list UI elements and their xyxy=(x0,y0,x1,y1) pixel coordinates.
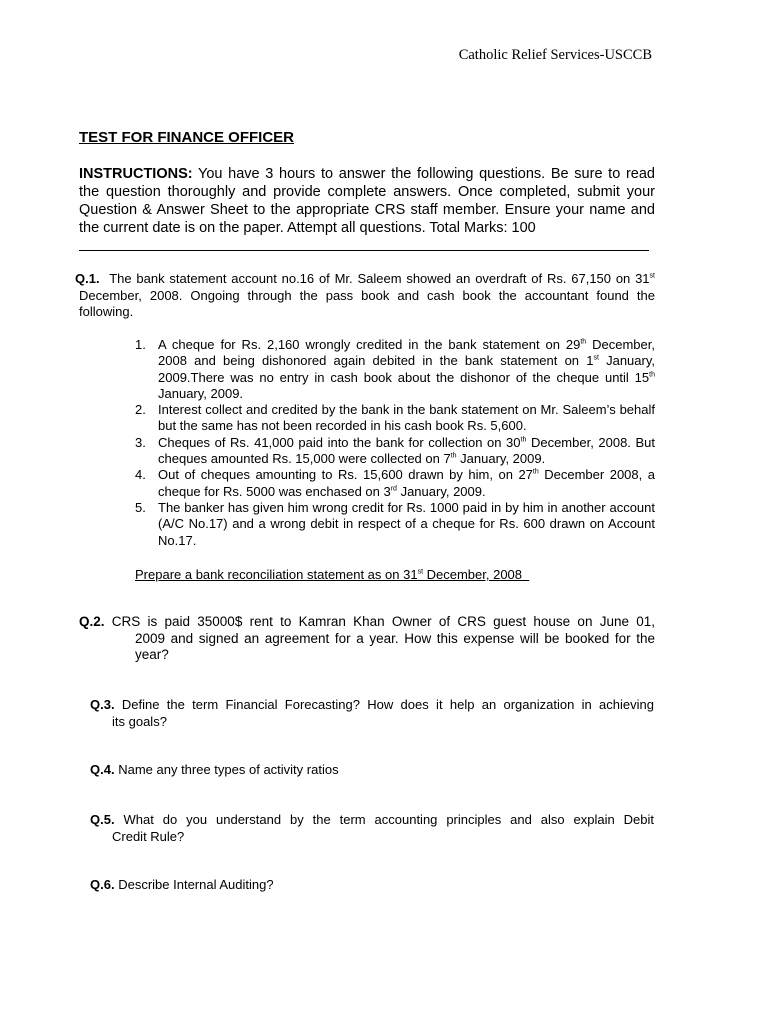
instructions-paragraph xyxy=(79,165,655,237)
superscript: th xyxy=(450,452,457,460)
question-1-items xyxy=(135,337,655,549)
list-item xyxy=(135,467,655,500)
item-text: January, 2009. xyxy=(456,451,546,467)
question-number: Q.1. xyxy=(75,271,100,286)
question-text: Define the term Financial Forecasting? How does it help an organization in achieving xyxy=(121,697,654,712)
question-text: December, 2008. Ongoing through the pass book and cash book the accountant found the following. xyxy=(79,287,655,319)
list-item xyxy=(135,500,655,549)
superscript: rd xyxy=(390,485,397,493)
question-text: Name any three types of activity ratios xyxy=(118,762,339,777)
question-text: What do you understand by the term accounting principles and also explain Debit xyxy=(123,812,654,827)
item-text: January, 2009.There was no entry in cash book about the dishonor of the cheque until 15 xyxy=(158,353,655,385)
question-number: Q.3. xyxy=(90,697,115,712)
item-text: December, 2008. But cheques amounted Rs. 15,000 were collected on 7 xyxy=(158,434,655,467)
superscript: th xyxy=(649,371,655,379)
question-number: Q.2. xyxy=(79,614,105,629)
item-text: Cheques of Rs. 41,000 paid into the bank for collection on 30 xyxy=(158,434,521,450)
item-text: Interest collect and credited by the bank in the bank statement on Mr. Saleem’s behalf but the same has not been recorded in his cash book Rs. 5,600. xyxy=(158,402,655,434)
superscript: st xyxy=(417,568,424,576)
instructions-text: You have 3 hours to answer the following questions. Be sure to read the question thoroughly and provide complete answers. Once completed, submit your Question & Answer Sheet to the appropriate CRS staff member. Ensure your name and the current date is on the paper. Attempt all questions. Total Marks: 100 xyxy=(79,166,655,236)
instructions-label: INSTRUCTIONS: xyxy=(79,166,193,182)
task-text: December, 2008 xyxy=(423,567,523,582)
item-number: 4. xyxy=(135,467,146,483)
question-1 xyxy=(75,271,655,321)
question-text: CRS is paid 35000$ rent to Kamran Khan Owner of CRS guest house on June 01, xyxy=(111,614,655,629)
item-number: 3. xyxy=(135,434,146,450)
item-text: December 2008, a cheque for Rs. 5000 was enchased on 3 xyxy=(158,467,655,499)
list-item xyxy=(135,435,655,468)
item-number: 5. xyxy=(135,499,146,515)
superscript: th xyxy=(520,436,527,444)
task-text: Prepare a bank reconciliation statement as on 31 xyxy=(135,567,418,582)
question-text: its goals? xyxy=(112,713,167,729)
item-number: 1. xyxy=(135,337,146,352)
item-text: December, 2008 and being dishonored again debited in the bank statement on 1 xyxy=(158,337,655,369)
question-2 xyxy=(79,614,655,664)
item-text: A cheque for Rs. 2,160 wrongly credited in the bank statement on 29 xyxy=(158,337,581,352)
question-3 xyxy=(90,697,654,730)
item-text: January, 2009. xyxy=(158,385,244,401)
item-text: The banker has given him wrong credit for Rs. 1000 paid in by him in another account (A/C No.17) and a wrong debit in respect of a cheque for Rs. 600 drawn on Account No.17. xyxy=(158,499,655,548)
divider-line xyxy=(79,250,649,251)
document-header: Catholic Relief Services-USCCB xyxy=(458,47,652,63)
superscript: th xyxy=(532,469,539,477)
question-4 xyxy=(90,762,654,779)
question-number: Q.6. xyxy=(90,877,115,892)
item-number: 2. xyxy=(135,402,146,418)
question-text: 2009 and signed an agreement for a year. How this expense will be booked for the year? xyxy=(135,630,655,662)
superscript: st xyxy=(649,272,655,280)
item-text: January, 2009. xyxy=(396,483,486,499)
question-number: Q.4. xyxy=(90,762,115,777)
page-title: TEST FOR FINANCE OFFICER xyxy=(79,129,294,146)
question-6 xyxy=(90,877,654,894)
superscript: st xyxy=(593,354,599,362)
question-text: Describe Internal Auditing? xyxy=(118,877,274,892)
item-text: Out of cheques amounting to Rs. 15,600 drawn by him, on 27 xyxy=(158,467,533,483)
superscript: th xyxy=(580,338,587,346)
question-5 xyxy=(90,812,654,845)
question-number: Q.5. xyxy=(90,812,115,827)
list-item xyxy=(135,402,655,435)
question-1-task xyxy=(135,567,529,582)
question-text: Credit Rule? xyxy=(112,828,185,844)
question-text: The bank statement account no.16 of Mr. Saleem showed an overdraft of Rs. 67,150 on 31 xyxy=(109,271,650,286)
list-item xyxy=(135,337,655,402)
